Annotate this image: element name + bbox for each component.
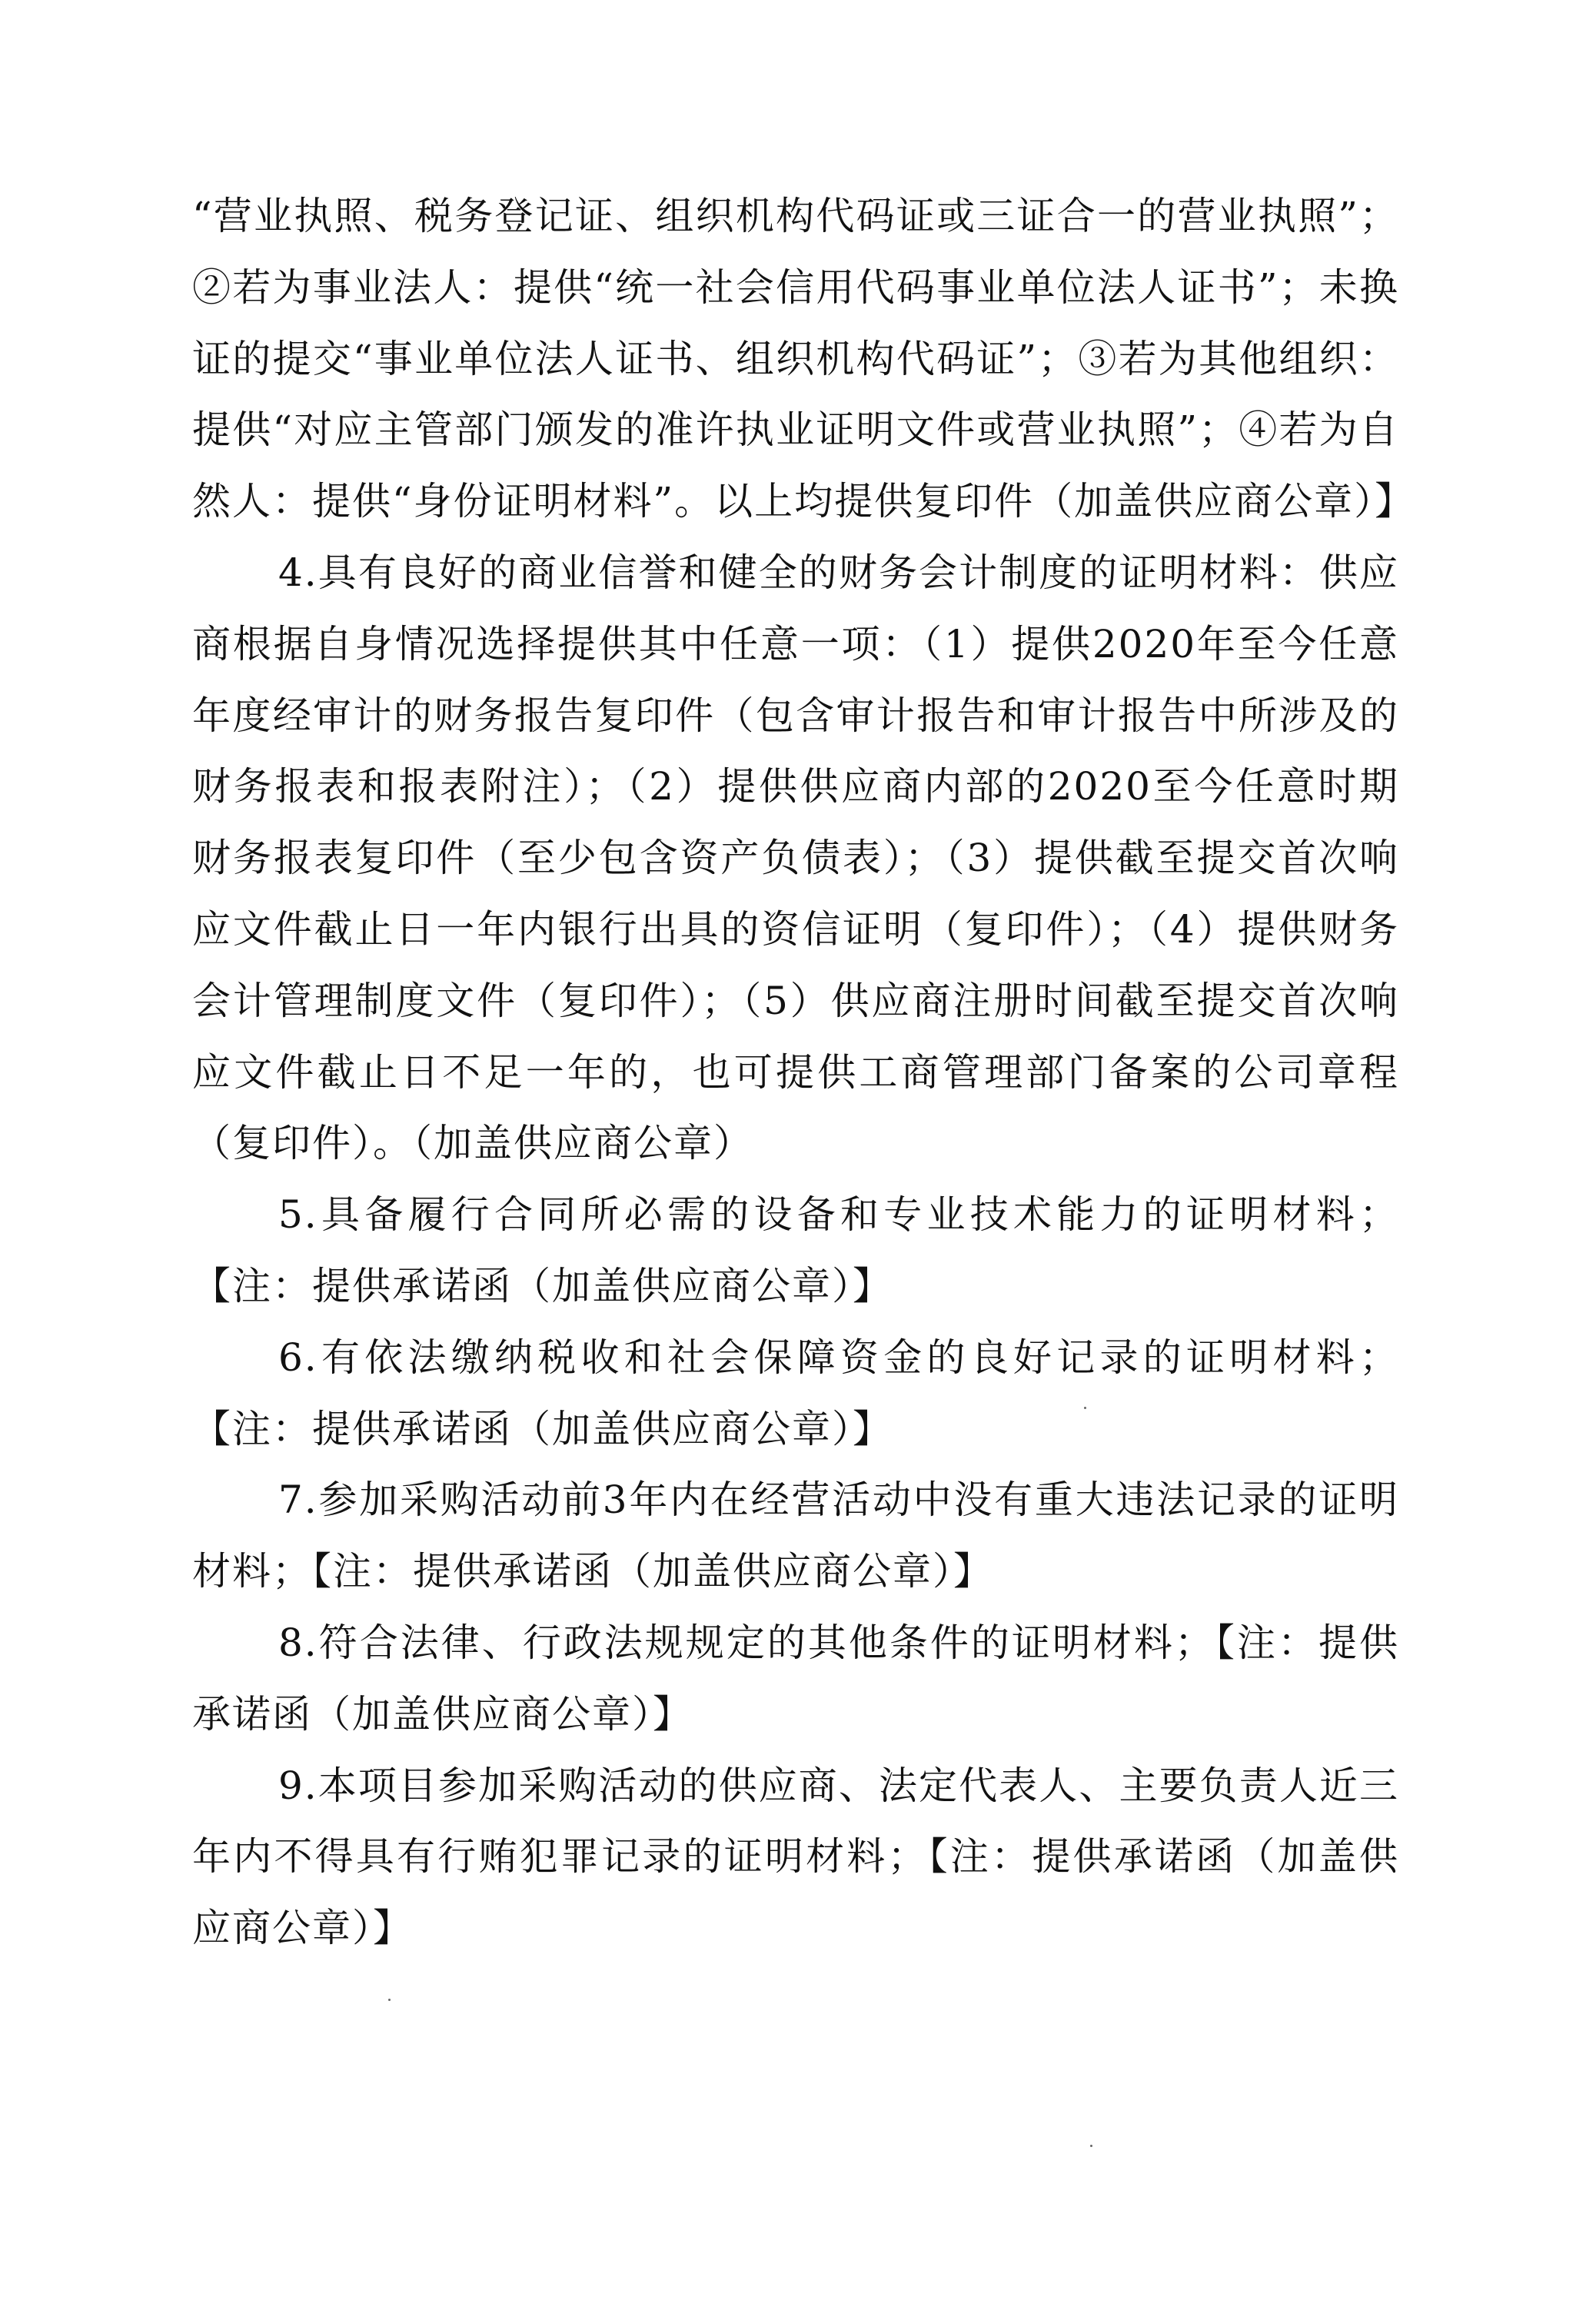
paragraph-item-5-equipment: 5.具备履行合同所必需的设备和专业技术能力的证明材料；【注：提供承诺函（加盖供应商公章）】 — [192, 1192, 1399, 1308]
paragraph-item-4-financial: 4.具有良好的商业信誉和健全的财务会计制度的证明材料：供应商根据自身情况选择提供其中任意一项：（1）提供2020年至今任意年度经审计的财务报告复印件（包含审计报告和审计报告中所涉及的财务报表和报表附注）；（2）提供供应商内部的2020至今任意时期财务报表复印件（至少包含资产负债表）；（3）提供截至提交首次响应文件截止日一年内银行出具的资信证明（复印件）；（4）提供财务会计管理制度文件（复印件）；（5）供应商注册时间截至提交首次响应文件截止日不足一年的，也可提供工商管理部门备案的公司章程（复印件）。（加盖供应商公章） — [192, 550, 1399, 1166]
paragraph-item-8-other-conditions: 8.符合法律、行政法规规定的其他条件的证明材料；【注：提供承诺函（加盖供应商公章）】 — [192, 1620, 1399, 1737]
scan-speck — [1084, 1407, 1086, 1409]
paragraph-supplier-license-continuation: “营业执照、税务登记证、组织机构代码证或三证合一的营业执照”；②若为事业法人：提供“统一社会信用代码事业单位法人证书”；未换证的提交“事业单位法人证书、组织机构代码证”；③若为其他组织：提供“对应主管部门颁发的准许执业证明文件或营业执照”；④若为自然人：提供“身份证明材料”。以上均提供复印件（加盖供应商公章）】 — [192, 194, 1415, 524]
paragraph-item-9-no-bribery: 9.本项目参加采购活动的供应商、法定代表人、主要负责人近三年内不得具有行贿犯罪记录的证明材料；【注：提供承诺函（加盖供应商公章）】 — [192, 1763, 1399, 1951]
scan-speck — [1090, 2145, 1092, 2147]
scan-speck — [388, 1999, 391, 2001]
document-body — [192, 181, 1415, 1964]
paragraph-item-6-tax-social-security: 6.有依法缴纳税收和社会保障资金的良好记录的证明材料；【注：提供承诺函（加盖供应商公章）】 — [192, 1334, 1399, 1451]
paragraph-item-7-no-violation: 7.参加采购活动前3年内在经营活动中没有重大违法记录的证明材料；【注：提供承诺函（加盖供应商公章）】 — [192, 1477, 1399, 1594]
